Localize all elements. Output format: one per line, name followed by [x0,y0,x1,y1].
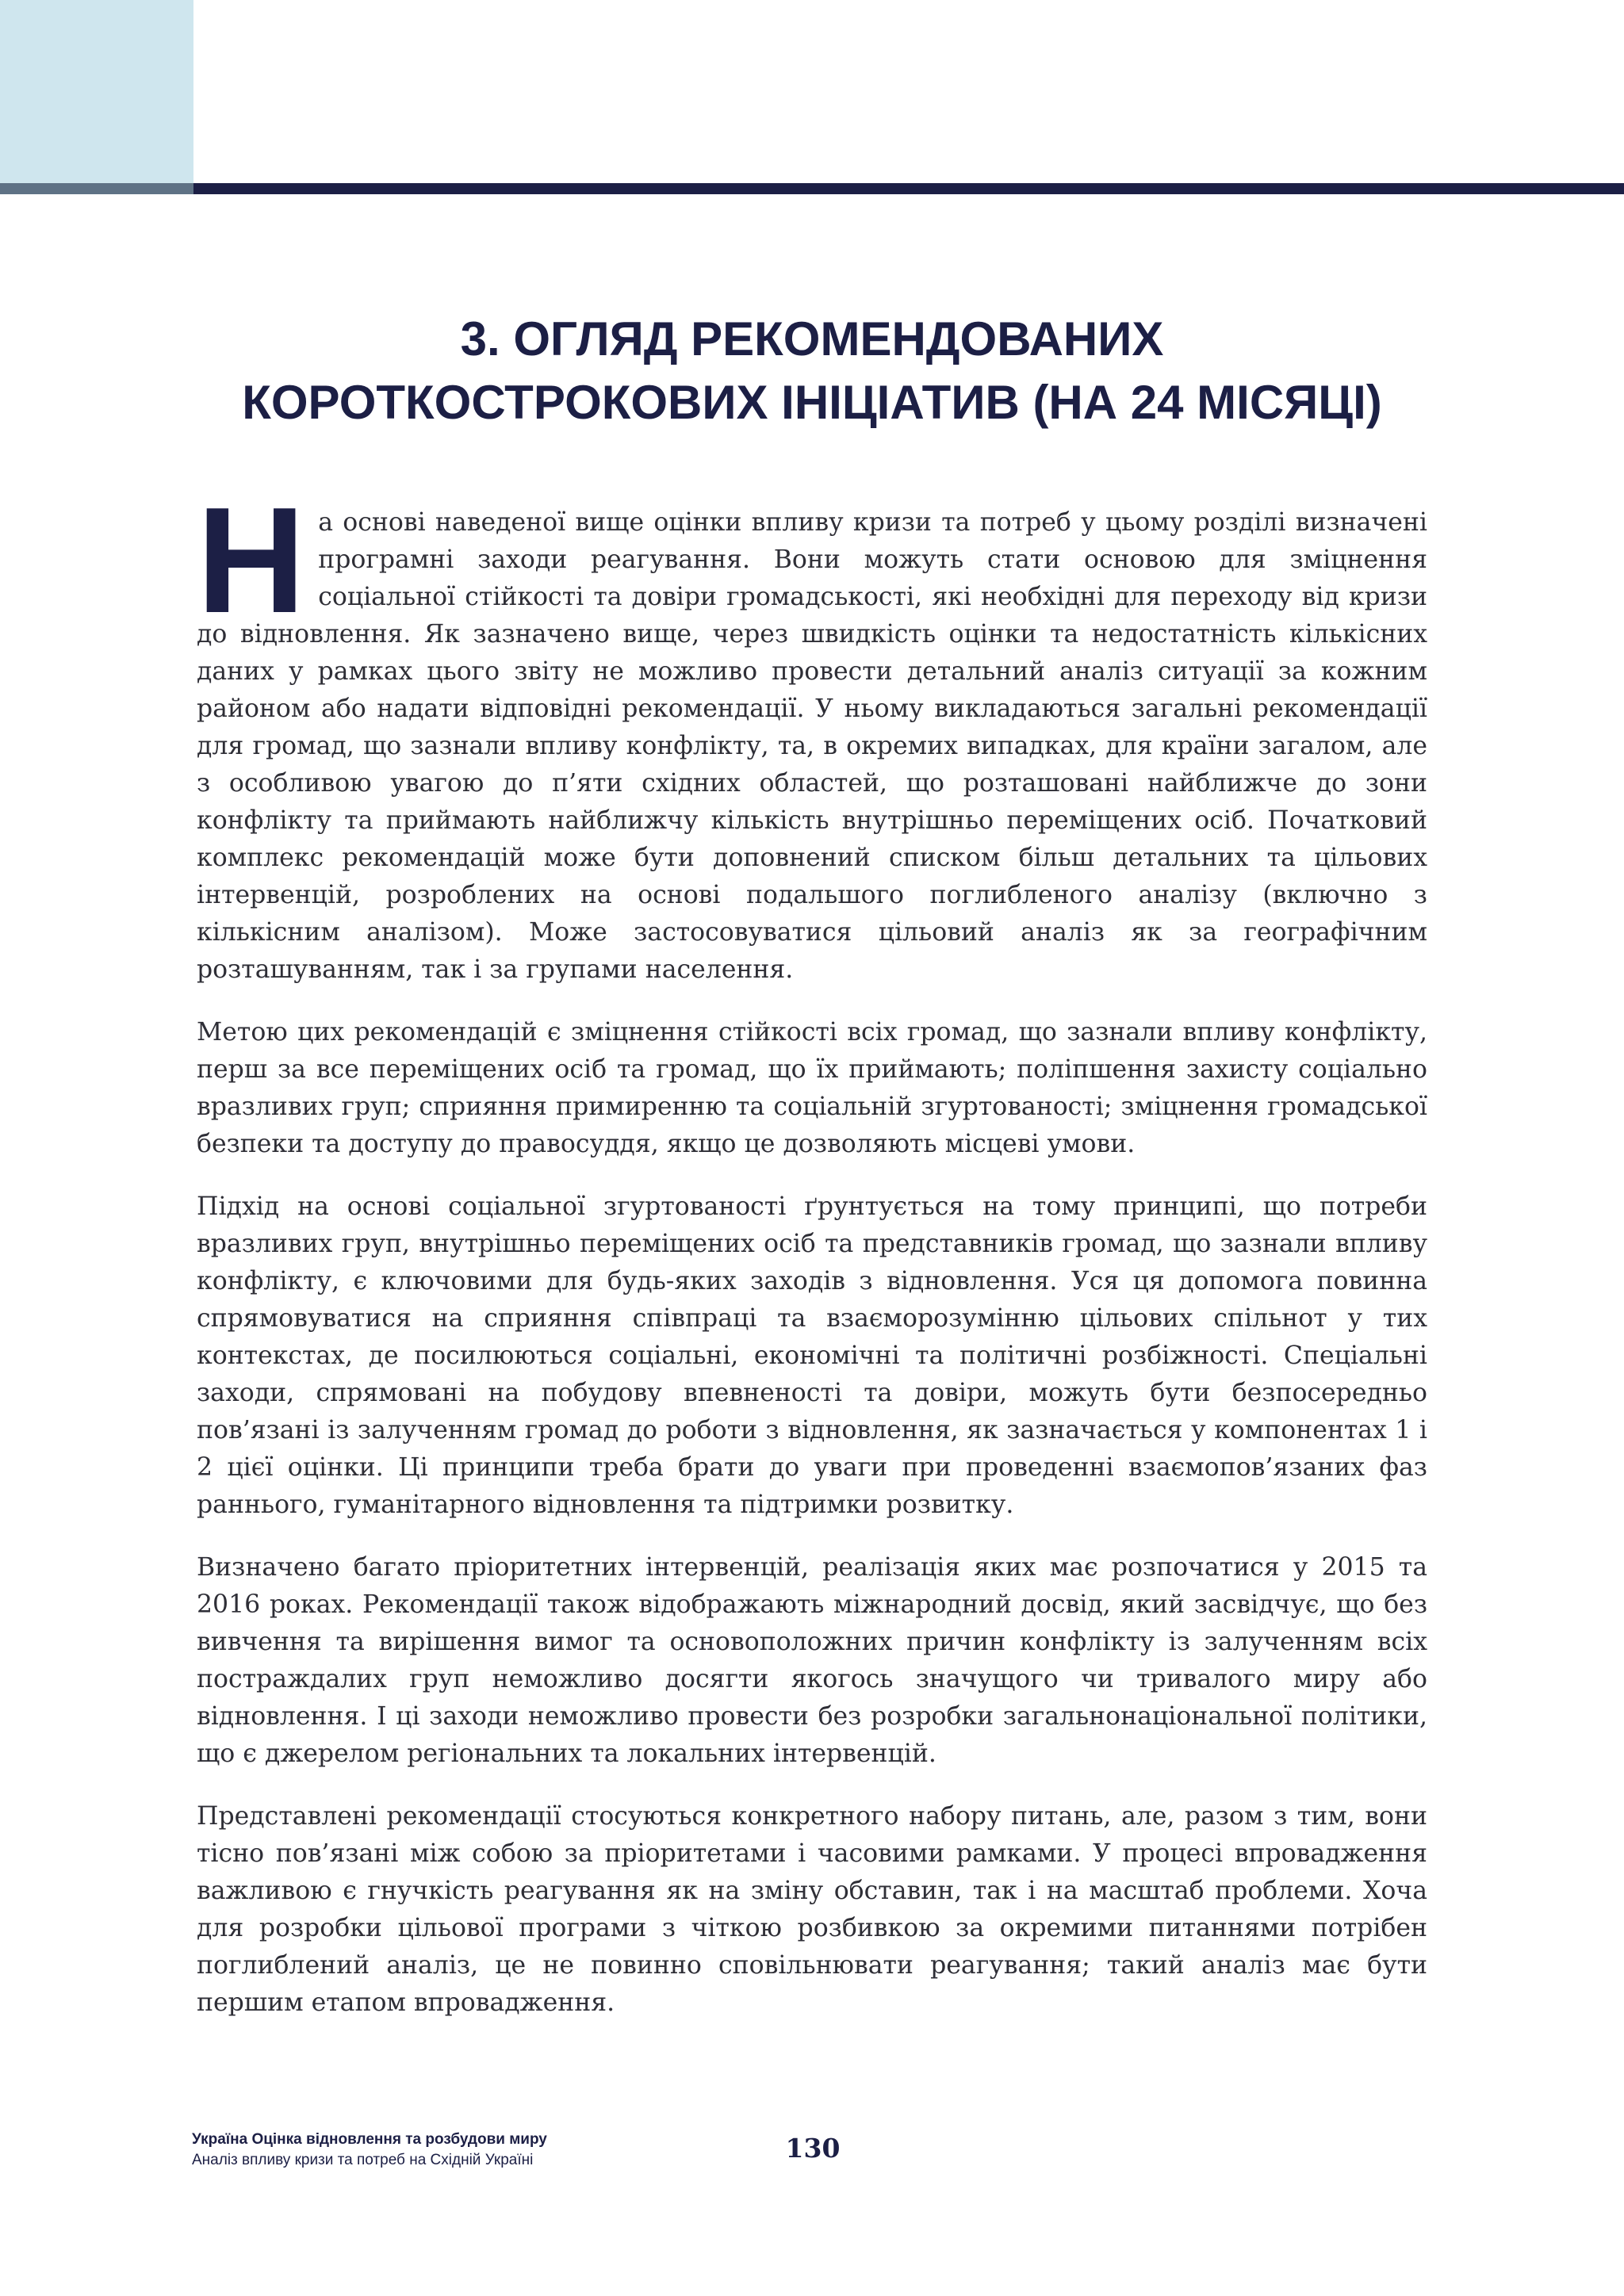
footer-subtitle: Аналіз впливу кризи та потреб на Східній Україні [192,2152,534,2168]
drop-cap: Н [197,476,306,645]
section-title [159,308,1465,434]
header-rule-dark [193,183,1624,194]
page-number: 130 [785,2133,841,2164]
body-text [197,476,1427,2047]
paragraph-3: Підхід на основі соціальної згуртованості ґрунтується на тому принципі, що потреби вразливих груп, внутрішньо переміщених осіб та представників громад, що зазнали впливу конфлікту, є ключовими для будь-яких заходів з відновлення. Уся ця допомога повинна спрямовуватися на сприяння співпраці та взаєморозумінню цільових спільнот у тих контекстах, де посилюються соціальні, економічні та політичні розбіжності. Спеціальні заходи, спрямовані на побудову впевненості та довіри, можуть бути безпосередньо пов’язані із залученням громад до роботи з відновлення, як зазначається у компонентах 1 і 2 цієї оцінки. Ці принципи треба брати до уваги при проведенні взаємопов’язаних фаз раннього, гуманітарного відновлення та підтримки розвитку. [197,1192,1427,1519]
paragraph-1-text: а основі наведеної вище оцінки впливу кризи та потреб у цьому розділі визначені програмні заходи реагування. Вони можуть стати основою для зміцнення соціальної стійкості та довіри громадськості, які необхідні для переходу від кризи до відновлення. Як зазначено вище, через швидкість оцінки та недостатність кількісних даних у рамках цього звіту не можливо провести детальний аналіз ситуації за кожним районом або надати відповідні рекомендації. У ньому викладаються загальні рекомендації для громад, що зазнали впливу конфлікту, та, в окремих випадках, для країни загалом, але з особливою увагою до п’яти східних областей, що розташовані найближче до зони конфлікту та приймають найближчу кількість внутрішньо переміщених осіб. Початковий комплекс рекомендацій може бути доповнений списком більш детальних та цільових інтервенцій, розроблених на основі подальшого поглибленого аналізу (включно з кількісним аналізом). Може застосовуватися цільовий аналіз як за географічним розташуванням, так і за групами населення. [197,508,1427,984]
header-corner-block [0,0,193,183]
header-rule-light [0,183,193,194]
paragraph-5: Представлені рекомендації стосуються конкретного набору питань, але, разом з тим, вони тісно пов’язані між собою за пріоритетами і часовими рамками. У процесі впровадження важливою є гнучкість реагування як на зміну обставин, так і на масштаб проблеми. Хоча для розробки цільової програми з чіткою розбивкою за окремими питаннями потрібен поглиблений аналіз, це не повинно сповільнювати реагування; такий аналіз має бути першим етапом впровадження. [197,1802,1427,2017]
section-title-line1: 3. ОГЛЯД РЕКОМЕНДОВАНИХ [460,312,1164,365]
footer-publication [192,2130,547,2171]
paragraph-2: Метою цих рекомендацій є зміцнення стійкості всіх громад, що зазнали впливу конфлікту, перш за все переміщених осіб та громад, що їх приймають; поліпшення захисту соціально вразливих груп; сприяння примиренню та соціальній згуртованості; зміцнення громадської безпеки та доступу до правосуддя, якщо це дозволяють місцеві умови. [197,1018,1427,1158]
section-title-line2: КОРОТКОСТРОКОВИХ ІНІЦІАТИВ (НА 24 МІСЯЦІ) [242,376,1382,429]
paragraph-1 [197,476,1427,989]
footer-title: Україна Оцінка відновлення та розбудови миру [192,2131,547,2148]
paragraph-4: Визначено багато пріоритетних інтервенцій, реалізація яких має розпочатися у 2015 та 2016 роках. Рекомендації також відображають міжнародний досвід, який засвідчує, що без вивчення та вирішення вимог та основоположних причин конфлікту із залученням всіх постраждалих груп неможливо досягти якогось значущого чи тривалого миру або відновлення. І ці заходи неможливо провести без розробки загальнонаціональної політики, що є джерелом регіональних та локальних інтервенцій. [197,1553,1427,1768]
